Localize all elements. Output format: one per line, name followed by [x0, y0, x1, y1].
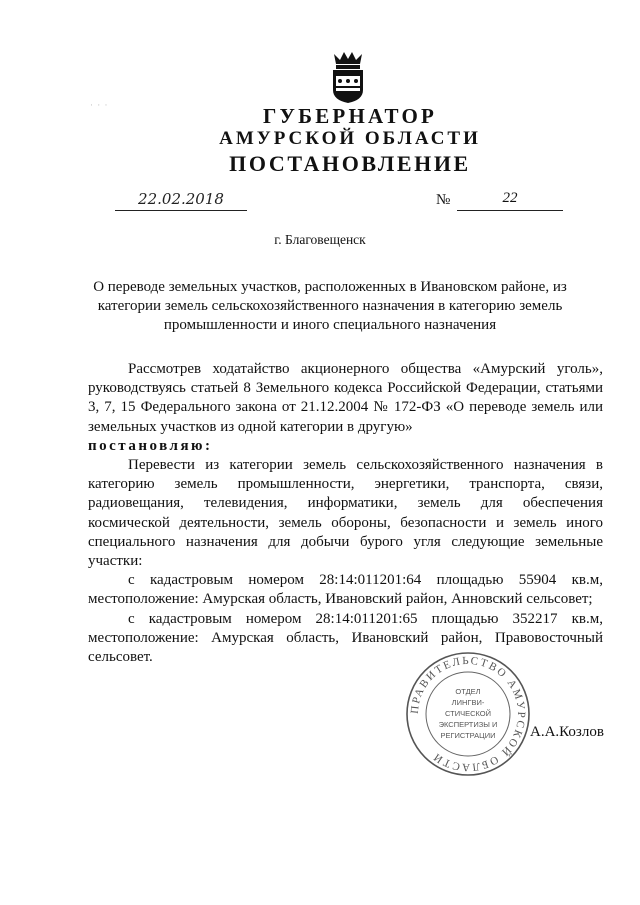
seal-line: СТИЧЕСКОЙ: [444, 709, 492, 718]
seal-line: ОТДЕЛ: [455, 687, 481, 696]
document-body: [88, 360, 603, 667]
region-title: АМУРСКОЙ ОБЛАСТИ: [219, 128, 481, 149]
document-type: ПОСТАНОВЛЕНИЕ: [229, 151, 471, 176]
seal-ring-text: ПРАВИТЕЛЬСТВО АМУРСКОЙ ОБЛАСТИ: [408, 654, 528, 774]
city: г. Благовещенск: [274, 232, 366, 247]
document-number: 22: [457, 190, 563, 211]
signature-name: А.А.Козлов: [530, 724, 604, 740]
coat-of-arms-icon: [330, 50, 366, 104]
resolution: Перевести из категории земель сельскохозяйственного назначения в категорию земель промышленности, энергетики, транспорта, связи, радиовещания, телевидения, информатики, земель для обеспечения космической деятельности, земель обороны, безопасности и земель иного специального назначения для добычи бурого угля следующие земельные участки:: [88, 457, 603, 570]
document-date: 22.02.2018: [115, 190, 247, 211]
resolve-word: постановляю:: [88, 437, 213, 454]
seal-line: РЕГИСТРАЦИИ: [440, 731, 496, 740]
official-seal: [404, 650, 532, 778]
preamble: Рассмотрев ходатайство акционерного общества «Амурский уголь», руководствуясь статьей 8 Земельного кодекса Российской Федерации, статьями 3, 7, 15 Федерального закона от 21.12.2004 № 172-ФЗ «О переводе земель или земельных участков из одной категории в другую»: [88, 361, 603, 435]
item-2: с кадастровым номером 28:14:011201:65 площадью 352217 кв.м, местоположение: Амурская область, Ивановский район, Правовосточный сельсовет.: [88, 610, 603, 666]
document-subject: О переводе земельных участков, расположенных в Ивановском районе, из категории земель сельскохозяйственного назначения в категорию земель промышленности и иного специального назначения: [93, 279, 567, 333]
seal-line: ЭКСПЕРТИЗЫ И: [438, 720, 498, 729]
scan-noise: · · ·: [90, 100, 109, 110]
seal-line: ЛИНГВИ-: [451, 698, 485, 707]
item-1: с кадастровым номером 28:14:011201:64 площадью 55904 кв.м, местоположение: Амурская область, Ивановский район, Анновский сельсовет;: [88, 572, 603, 608]
governor-title: ГУБЕРНАТОР: [262, 104, 438, 128]
number-label: №: [436, 192, 451, 208]
